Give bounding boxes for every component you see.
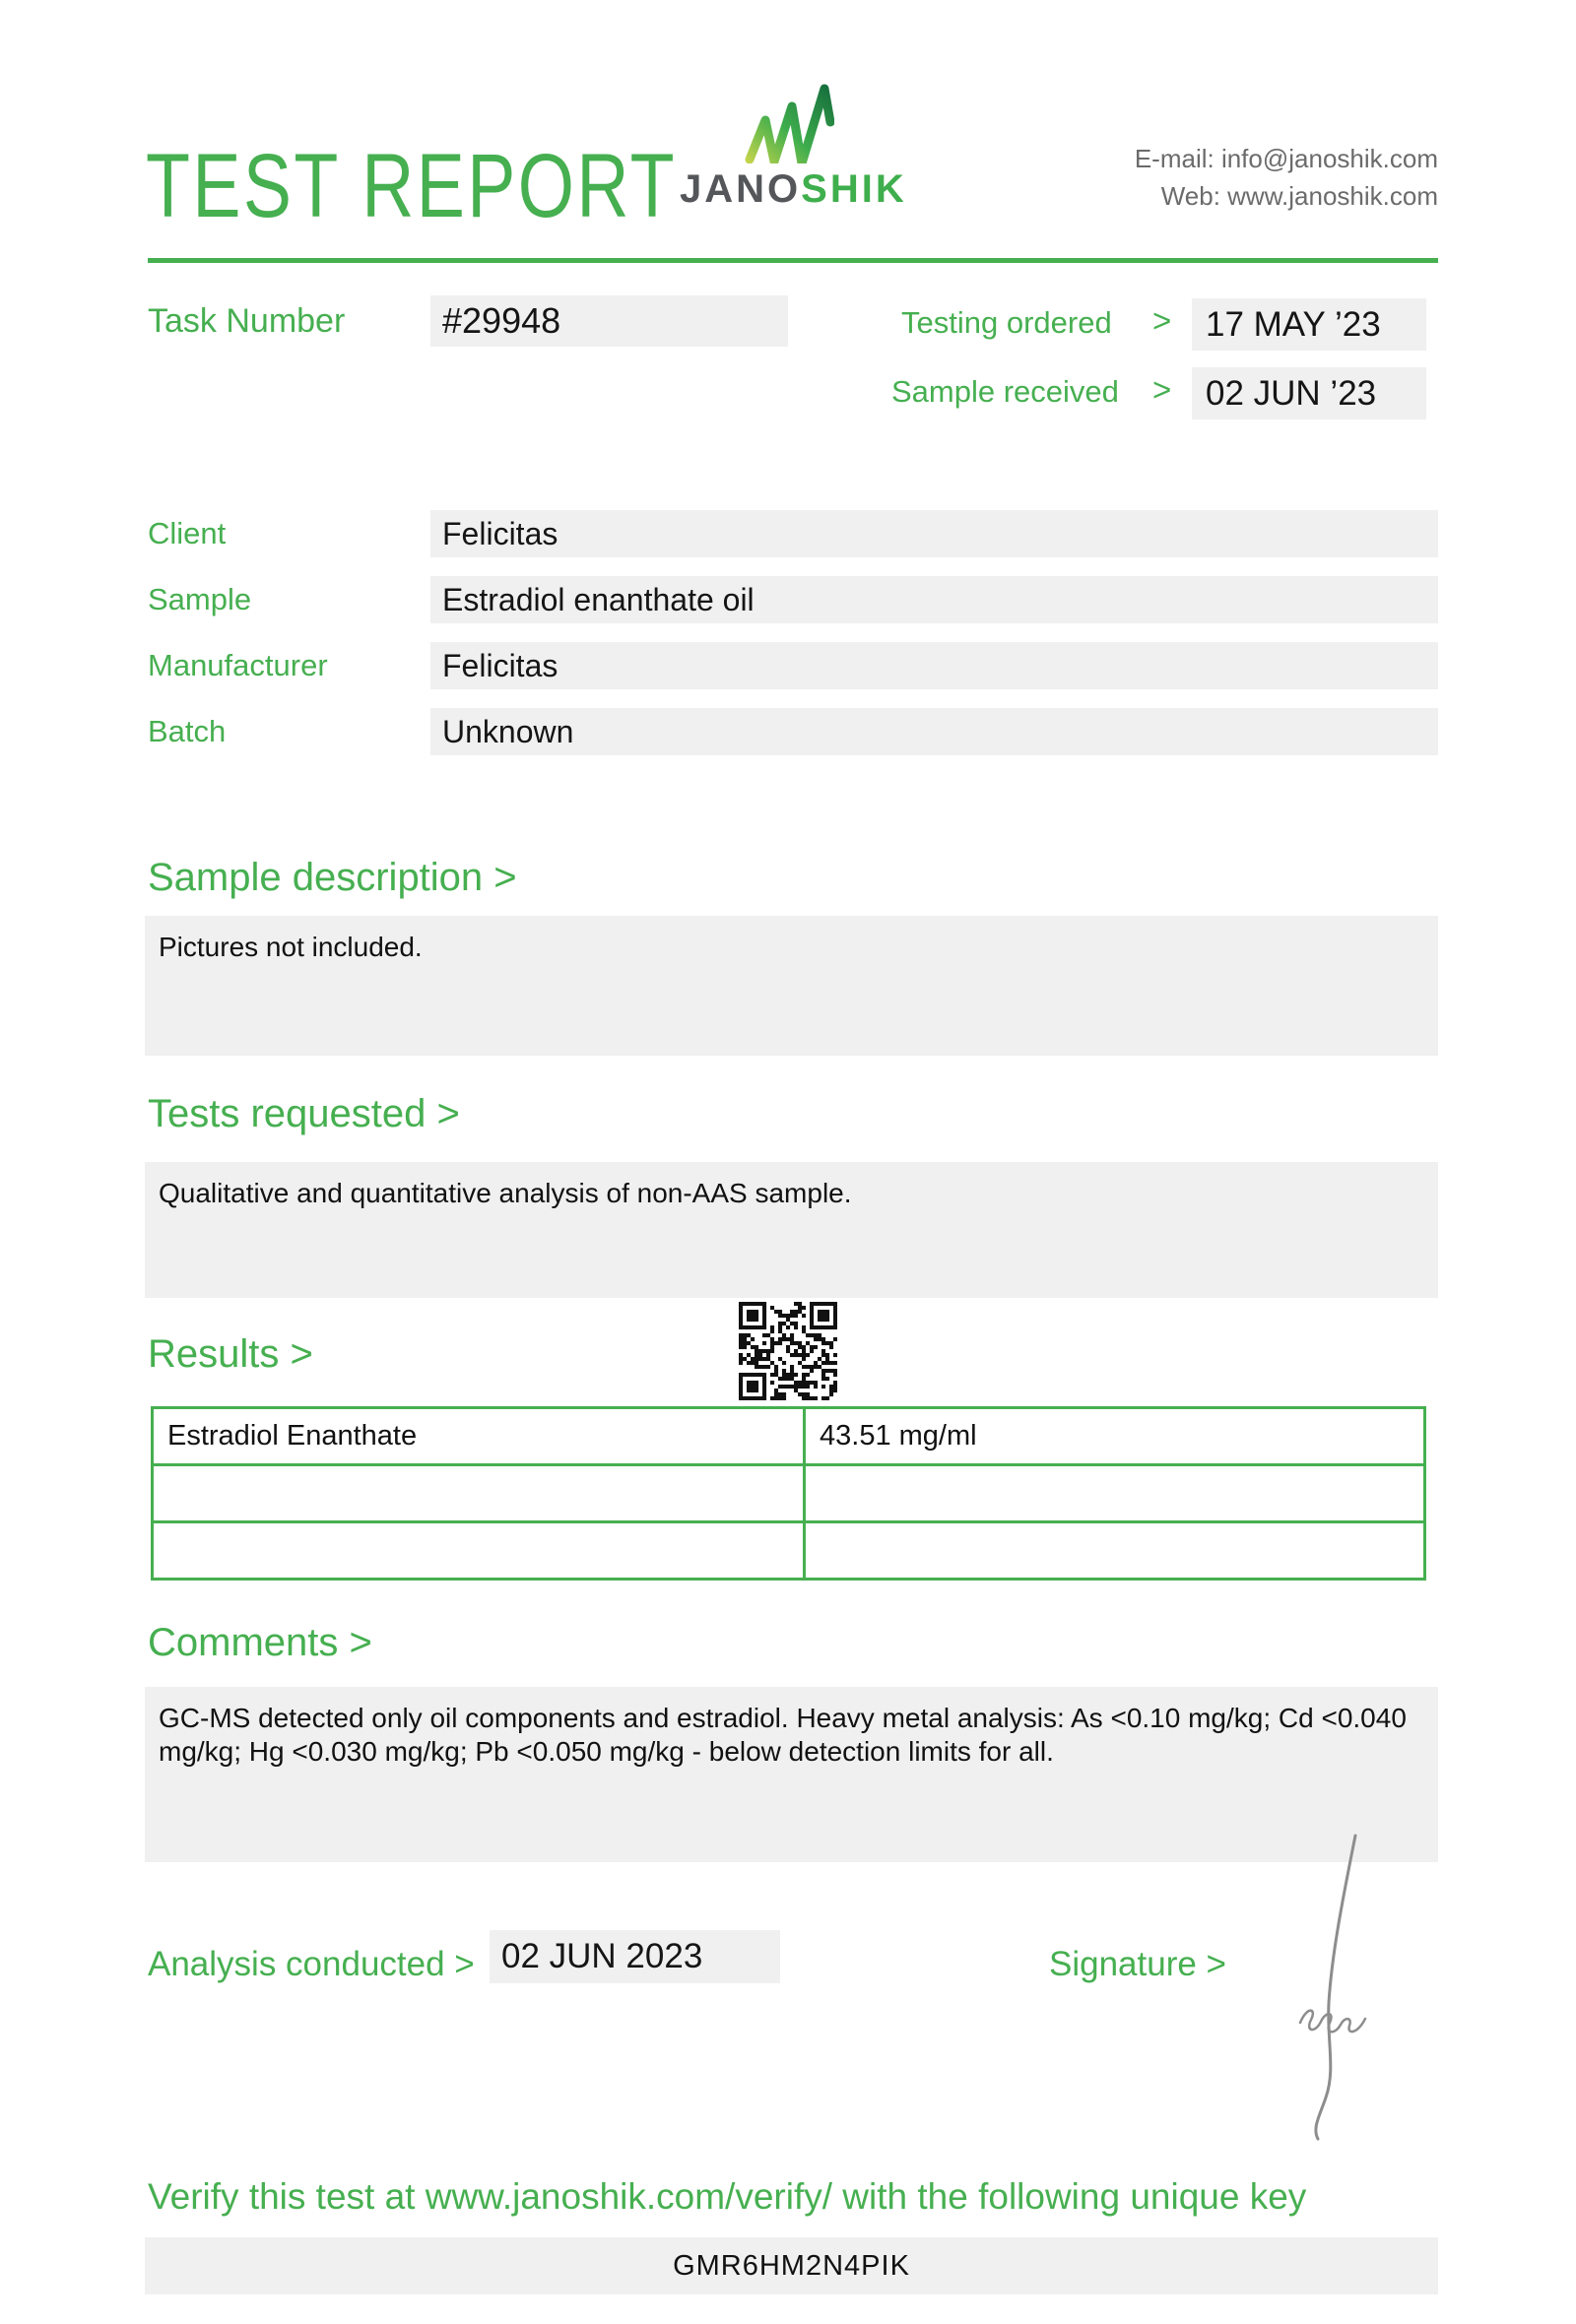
tests-requested-heading: Tests requested > xyxy=(148,1092,460,1135)
analysis-conducted-value: 02 JUN 2023 xyxy=(501,1937,703,1975)
sample-received-label: Sample received xyxy=(891,374,1119,409)
sample-value: Estradiol enanthate oil xyxy=(442,582,755,617)
result-analyte: Estradiol Enanthate xyxy=(153,1408,805,1465)
comments-heading: Comments > xyxy=(148,1621,372,1664)
tests-requested-text: Qualitative and quantitative analysis of non-AAS sample. xyxy=(159,1178,852,1208)
client-value: Felicitas xyxy=(442,516,558,551)
table-row xyxy=(153,1522,1425,1580)
sample-label: Sample xyxy=(148,582,252,616)
qr-code xyxy=(739,1302,837,1400)
batch-value: Unknown xyxy=(442,714,574,749)
rising-chart-icon xyxy=(742,81,834,163)
contact-email: E-mail: info@janoshik.com xyxy=(1134,144,1438,173)
manufacturer-label: Manufacturer xyxy=(148,648,328,682)
header-divider xyxy=(148,258,1438,263)
sample-received-field xyxy=(1192,367,1426,420)
table-row xyxy=(153,1465,1425,1522)
table-row xyxy=(153,1408,1425,1465)
sample-description-box xyxy=(145,916,1438,1056)
sample-description-heading: Sample description > xyxy=(148,856,517,899)
unique-key-value: GMR6HM2N4PIK xyxy=(673,2250,910,2282)
client-field xyxy=(430,510,1438,557)
analysis-conducted-label: Analysis conducted > xyxy=(148,1945,475,1983)
testing-ordered-label: Testing ordered xyxy=(901,305,1112,340)
sample-received-value: 02 JUN ’23 xyxy=(1206,374,1377,413)
result-value xyxy=(805,1465,1425,1522)
task-number-value: #29948 xyxy=(442,300,561,341)
contact-block xyxy=(1135,140,1438,215)
handwritten-signature xyxy=(1261,1830,1379,2145)
logo-text-dark: JANO xyxy=(680,167,802,211)
manufacturer-field xyxy=(430,642,1438,689)
analysis-conducted-field xyxy=(490,1930,780,1983)
testing-ordered-value: 17 MAY ’23 xyxy=(1206,305,1381,344)
page-title: TEST REPORT xyxy=(146,136,677,236)
task-number-field xyxy=(430,295,788,347)
result-analyte xyxy=(153,1465,805,1522)
result-analyte xyxy=(153,1522,805,1580)
manufacturer-value: Felicitas xyxy=(442,648,558,683)
sample-received-arrow: > xyxy=(1152,371,1172,408)
tests-requested-box xyxy=(145,1162,1438,1298)
signature-label: Signature > xyxy=(1049,1945,1226,1983)
results-heading: Results > xyxy=(148,1332,313,1376)
client-label: Client xyxy=(148,516,227,550)
sample-field xyxy=(430,576,1438,623)
task-number-label: Task Number xyxy=(148,302,346,340)
testing-ordered-field xyxy=(1192,298,1426,351)
results-table xyxy=(151,1406,1426,1581)
unique-key-box xyxy=(145,2237,1438,2294)
contact-web: Web: www.janoshik.com xyxy=(1160,181,1438,211)
result-value: 43.51 mg/ml xyxy=(805,1408,1425,1465)
logo-wordmark xyxy=(680,167,906,211)
comments-text: GC-MS detected only oil components and estradiol. Heavy metal analysis: As <0.10 mg/kg; Cd <0.040 mg/kg; Hg <0.030 mg/kg; Pb <0.050 mg/kg - below detection limits for all. xyxy=(159,1703,1407,1767)
testing-ordered-arrow: > xyxy=(1152,302,1172,339)
result-value xyxy=(805,1522,1425,1580)
comments-box xyxy=(145,1687,1438,1862)
sample-description-text: Pictures not included. xyxy=(159,932,423,962)
batch-label: Batch xyxy=(148,714,227,748)
logo-text-green: SHIK xyxy=(801,167,907,211)
verify-text: Verify this test at www.janoshik.com/verify/ with the following unique key xyxy=(148,2176,1307,2217)
batch-field xyxy=(430,708,1438,755)
